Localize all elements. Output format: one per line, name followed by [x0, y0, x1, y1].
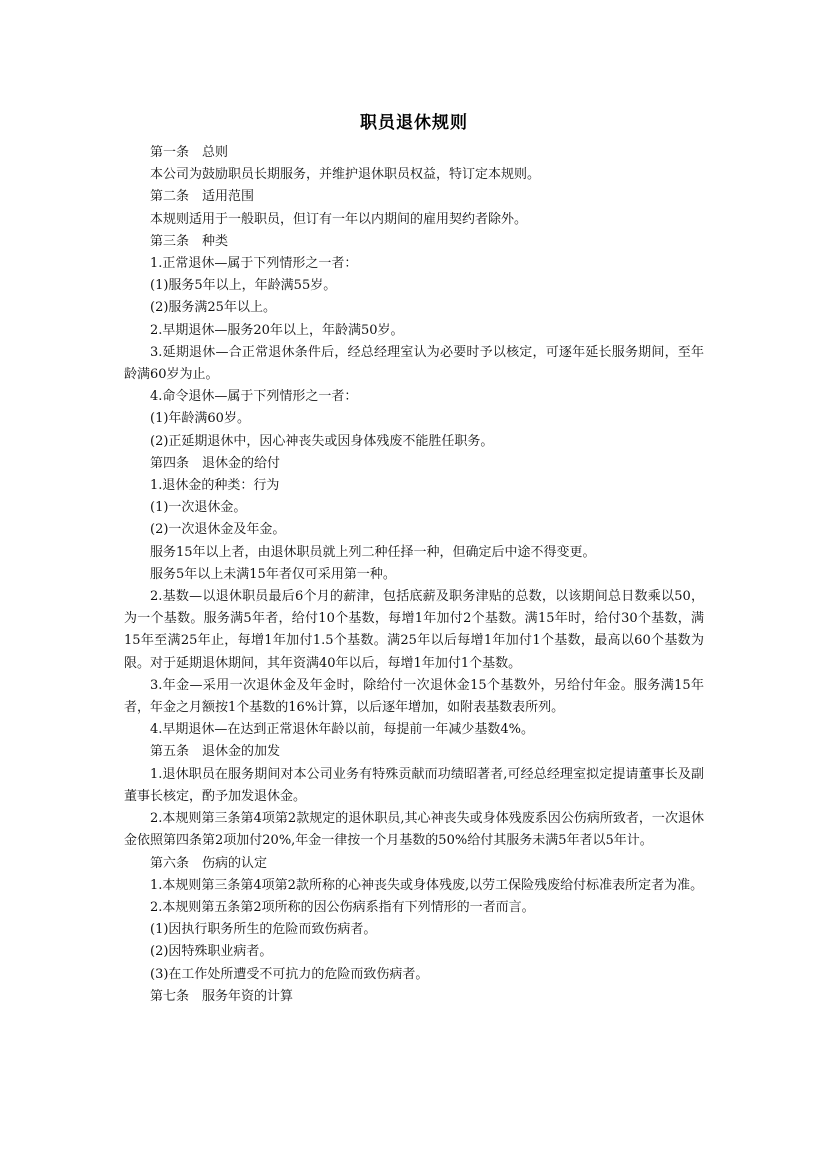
- document-page: [124, 108, 704, 1008]
- article-heading: 第六条 伤病的认定: [150, 855, 268, 871]
- sub-list-item: (2)服务满25年以上。: [150, 300, 276, 316]
- article-heading: 第二条 适用范围: [150, 189, 255, 205]
- article-heading: 第四条 退休金的给付: [150, 455, 281, 471]
- sub-list-item: (1)年龄满60岁。: [150, 411, 250, 427]
- sub-list-item: (3)在工作处所遭受不可抗力的危险而致伤病者。: [150, 966, 429, 982]
- sub-list-item: (1)因执行职务所生的危险而致伤病者。: [150, 922, 377, 938]
- paragraph: 服务5年以上未满15年者仅可采用第一种。: [150, 566, 396, 582]
- sub-list-item: (2)正延期退休中，因心神丧失或因身体残废不能胜任职务。: [150, 433, 494, 449]
- list-item: 2.本规则第五条第2项所称的因公伤病系指有下列情形的一者而言。: [150, 899, 535, 915]
- list-item: 2.早期退休—服务20年以上，年龄满50岁。: [150, 322, 404, 338]
- list-item: 3.延期退休—合正常退休条件后，经总经理室认为必要时予以核定，可逐年延长服务期间，至年龄满60岁为止。: [124, 344, 704, 383]
- list-item: 1.退休职员在服务期间对本公司业务有特殊贡献而功绩昭著者,可经总经理室拟定提请董事长及副董事长核定，酌予加发退休金。: [124, 766, 704, 804]
- list-item: 1.本规则第三条第4项第2款所称的心神丧失或身体残废,以劳工保险残废给付标准表所定者为准。: [150, 877, 704, 893]
- paragraph: 服务15年以上者，由退休职员就上列二种任择一种，但确定后中途不得变更。: [150, 544, 596, 560]
- paragraph: 本规则适用于一般职员，但订有一年以内期间的雇用契约者除外。: [150, 211, 528, 227]
- list-item: 1.正常退休—属于下列情形之一者：: [150, 256, 358, 272]
- list-item: 2.本规则第三条第4项第2款规定的退休职员,其心神丧失或身体残废系因公伤病所致者，一次退休金依照第四条第2项加付20%,年金一律按一个月基数的50%给付其服务未满5年者以5年计。: [124, 811, 704, 849]
- paragraph: 本公司为鼓励职员长期服务，并维护退休职员权益，特订定本规则。: [150, 167, 541, 183]
- page-title: 职员退休规则: [360, 113, 468, 133]
- list-item: 2.基数—以退休职员最后6个月的薪津，包括底薪及职务津贴的总数，以该期间总日数乘以50，为一个基数。服务满5年者，给付10个基数，每增1年加付2个基数。满15年时，给付30个基数，满15年至满25年止，每增1年加付1.5个基数。满25年以后每增1年加付1个基数，最高以60个基数为限。对于延期退休期间，其年资满40年以后，每增1年加付1个基数。: [124, 589, 704, 671]
- article-heading: 第七条 服务年资的计算: [150, 988, 294, 1004]
- article-heading: 第五条 退休金的加发: [150, 744, 281, 760]
- sub-list-item: (1)服务5年以上，年龄满55岁。: [150, 278, 337, 294]
- sub-list-item: (1)一次退休金。: [150, 500, 247, 516]
- list-item: 3.年金—采用一次退休金及年金时，除给付一次退休金15个基数外，另给付年金。服务满15年者，年金之月额按1个基数的16%计算，以后逐年增加，如附表基数表所列。: [124, 677, 704, 716]
- list-item: 4.早期退休—在达到正常退休年龄以前，每提前一年减少基数4%。: [150, 722, 535, 738]
- article-heading: 第三条 种类: [150, 233, 229, 249]
- list-item: 1.退休金的种类：行为: [150, 478, 280, 494]
- article-heading: 第一条 总则: [150, 145, 229, 160]
- sub-list-item: (2)因特殊职业病者。: [150, 944, 273, 960]
- sub-list-item: (2)一次退休金及年金。: [150, 522, 286, 538]
- list-item: 4.命令退休—属于下列情形之一者：: [150, 389, 358, 405]
